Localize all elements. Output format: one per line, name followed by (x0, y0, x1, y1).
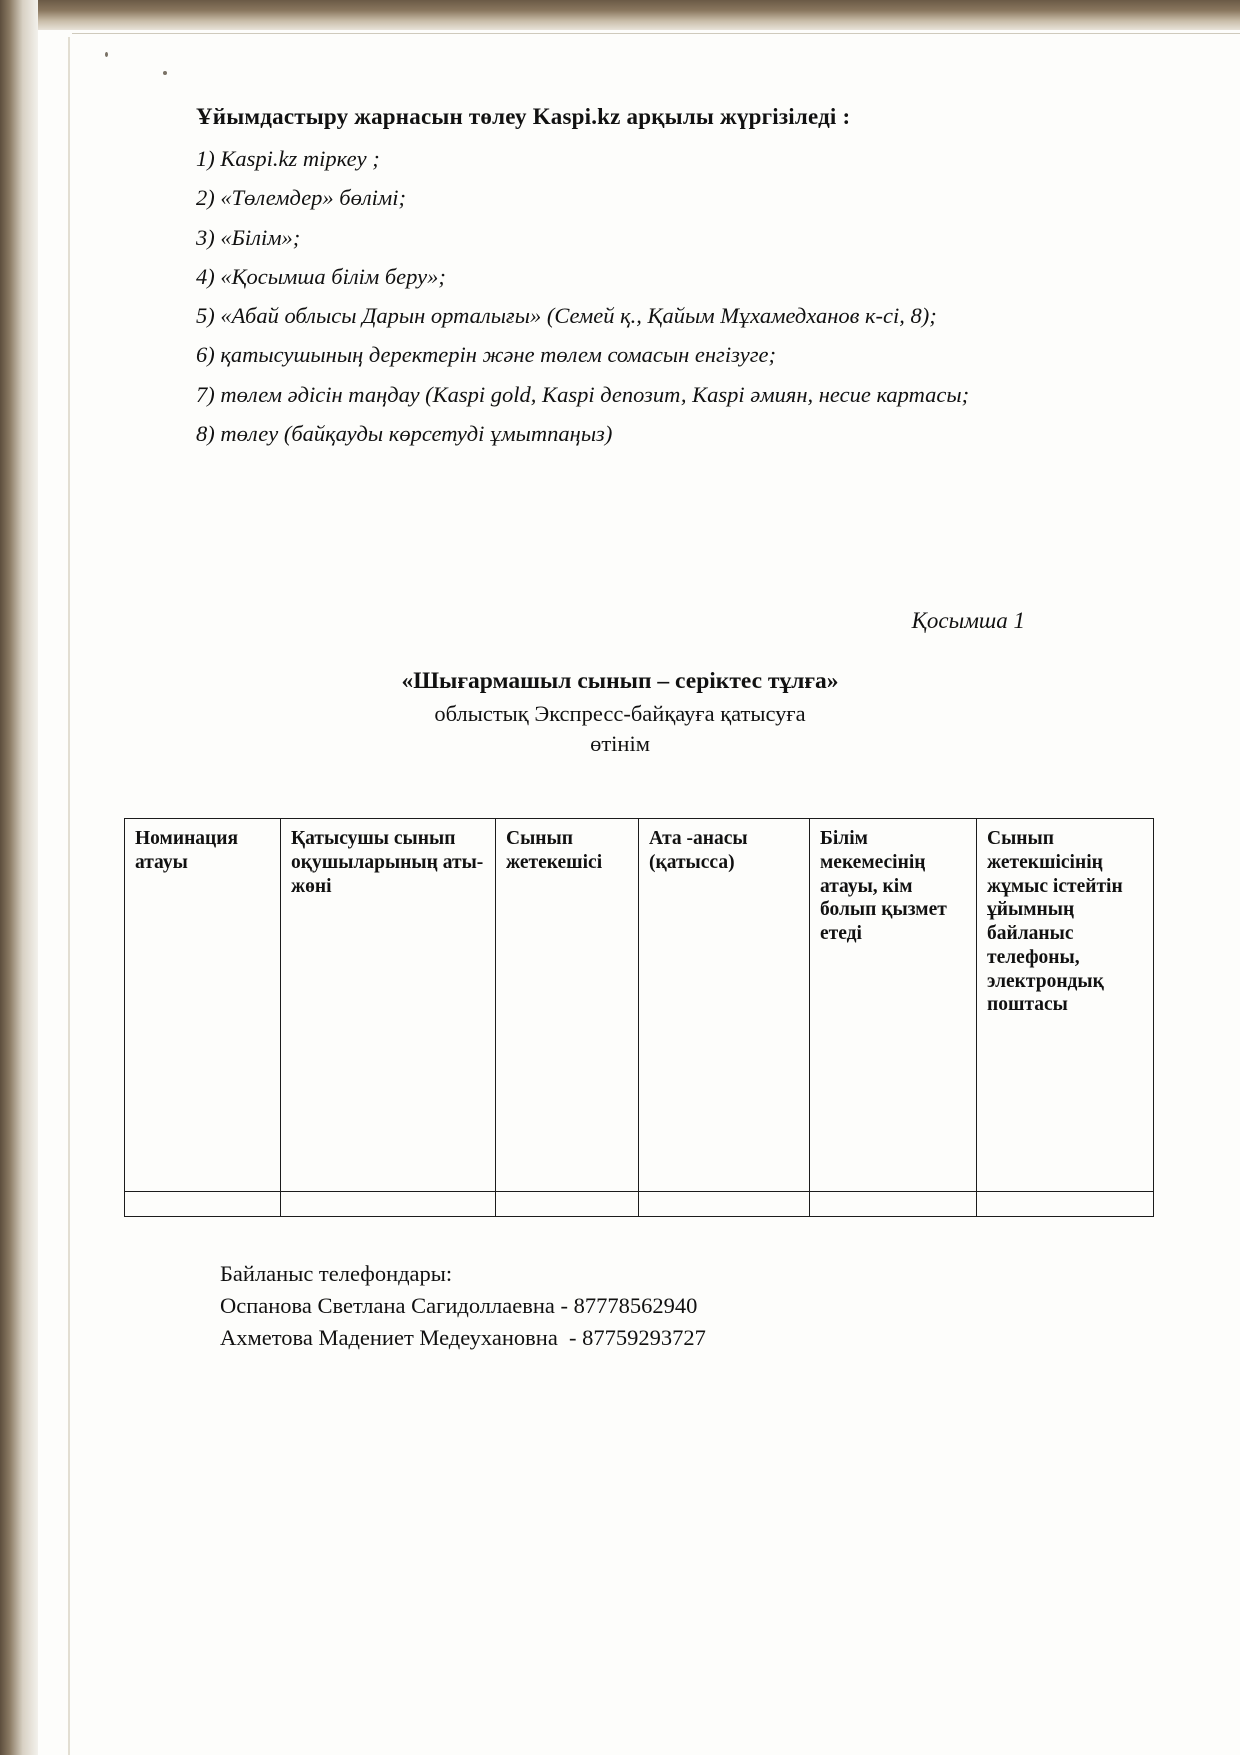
contact-entry: Оспанова Светлана Сагидоллаевна - 87778562940 (220, 1292, 698, 1318)
table-cell (125, 1192, 281, 1217)
table-header-cell: Білім мекемесінің атауы, кім болып қызмет етеді (810, 819, 977, 1192)
payment-step: 6) қатысушының деректерін және төлем сомасын енгізуге; (196, 342, 776, 368)
table-row (125, 1192, 1154, 1217)
table-cell (977, 1192, 1154, 1217)
payment-step: 8) төлеу (байқауды көрсетуді ұмытпаңыз) (196, 421, 613, 447)
form-title-block (0, 668, 1240, 760)
table-header-cell: Номинация атауы (125, 819, 281, 1192)
table-cell (810, 1192, 977, 1217)
payment-heading: Ұйымдастыру жарнасын төлеу Kaspi.kz арқылы жүргізіледі : (196, 104, 851, 129)
form-subtitle-line2: өтінім (590, 731, 650, 757)
payment-step: 1) Kaspi.kz тіркеу ; (196, 146, 380, 171)
application-table (124, 818, 1154, 1217)
contact-entry: Ахметова Мадениет Медеухановна - 87759293727 (220, 1324, 706, 1350)
payment-step: 4) «Қосымша білім беру»; (196, 263, 446, 289)
payment-step: 3) «Білім»; (196, 224, 301, 250)
form-subtitle-line1: облыстық Экспресс-байқауға қатысуға (434, 701, 806, 726)
payment-step: 5) «Абай облысы Дарын орталығы» (Семей қ., Қайым Мұхамедханов к-сі, 8); (196, 303, 937, 329)
payment-steps-list (196, 142, 986, 456)
table-header-cell: Сынып жетекшісінің жұмыс істейтін ұйымның байланыс телефоны, электрондық поштасы (977, 819, 1154, 1192)
table-header-cell: Қатысушы сынып оқушыларының аты-жөні (281, 819, 496, 1192)
table-header-cell: Ата -анасы (қатысса) (639, 819, 810, 1192)
payment-step: 2) «Төлемдер» бөлімі; (196, 185, 407, 211)
table-cell (281, 1192, 496, 1217)
contacts-label: Байланыс телефондары: (220, 1261, 453, 1286)
table-header-row (125, 819, 1154, 1192)
appendix-label: Қосымша 1 (911, 608, 1025, 633)
table-cell (496, 1192, 639, 1217)
table-cell (639, 1192, 810, 1217)
payment-step: 7) төлем әдісін таңдау (Kaspi gold, Kaspi депозит, Kaspi әмиян, несие картасы; (196, 381, 970, 407)
table-header-cell: Сынып жетекешісі (496, 819, 639, 1192)
contacts-block (220, 1258, 706, 1354)
form-title: «Шығармашыл сынып – серіктес тұлға» (401, 668, 839, 694)
